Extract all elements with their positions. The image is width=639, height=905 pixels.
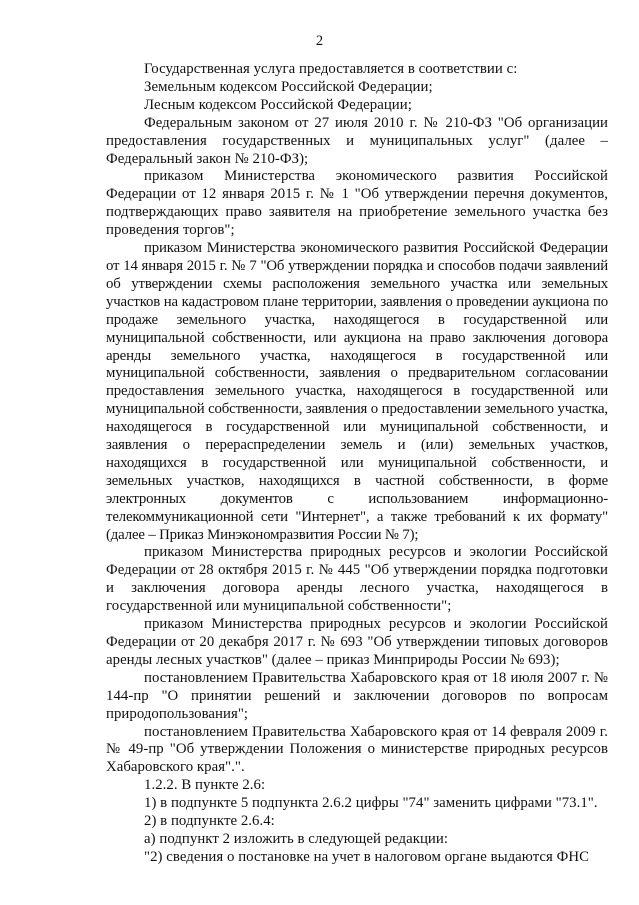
paragraph: 2) в подпункте 2.6.4:	[144, 813, 275, 830]
paragraph: постановлением Правительства Хабаровского края от 18 июля 2007 г. № 144-пр "О принятии решений и заключении договоров по вопросам природопользования";	[106, 669, 608, 722]
paragraph: приказом Министерства природных ресурсов и экологии Российской Федерации от 20 декабря 2017 г. № 693 "Об утверждении типовых договоров аренды лесных участков" (далее – приказ Минприроды России № 693);	[106, 616, 608, 668]
page-number: 2	[315, 33, 324, 49]
paragraph: приказом Министерства природных ресурсов и экологии Российской Федерации от 28 октября 2015 г. № 445 "Об утверждении порядка подготовки и заключения договора аренды лесного участка, находящегося в государственной или муниципальной собственности";	[106, 544, 608, 615]
paragraph: 1) в подпункте 5 подпункта 2.6.2 цифры "74" заменить цифрами "73.1".	[144, 795, 598, 812]
paragraph: Федеральным законом от 27 июля 2010 г. № 210-ФЗ "Об организации предоставления государственных и муниципальных услуг" (далее – Федеральный закон № 210-ФЗ);	[106, 114, 608, 167]
paragraph: приказом Министерства экономического развития Российской Федерации от 14 января 2015 г. № 7 "Об утверждении порядка и способов подачи заявлений об утверждении схемы расположения земельного участка или земельных участков на кадастровом плане территории, заявления о проведении аукциона по продаже земельного участка, находящегося в государственной или муниципальной собственности, или аукциона на право заключения договора аренды земельного участка, находящегося в государственной или муниципальной собственности, заявления о предварительном согласовании предоставления земельного участка, находящегося в государственной или муниципальной собственности, заявления о предоставлении земельного участка, находящегося в государственной или муниципальной собственности, и заявления о перераспределении земель и (или) земельных участков, находящихся в государственной или муниципальной собственности, и земельных участков, находящихся в частной собственности, в форме электронных документов с использованием информационно-телекоммуникационной сети "Интернет", а также требований к их формату" (далее – Приказ Минэкономразвития России № 7);	[106, 240, 608, 543]
paragraph: Государственная услуга предоставляется в соответствии с:	[144, 61, 518, 77]
paragraph: "2) сведения о постановке на учет в налоговом органе выдаются ФНС	[144, 848, 590, 865]
paragraph: а) подпункт 2 изложить в следующей редакции:	[144, 830, 449, 847]
document-body	[106, 61, 608, 867]
paragraph: 1.2.2. В пункте 2.6:	[144, 777, 266, 794]
paragraph: приказом Министерства экономического развития Российской Федерации от 12 января 2015 г. № 1 "Об утверждении перечня документов, подтверждающих право заявителя на приобретение земельного участка без проведения торгов";	[106, 168, 608, 239]
paragraph: постановлением Правительства Хабаровского края от 14 февраля 2009 г. № 49-пр "Об утверждении Положения о министерстве природных ресурсов Хабаровского края".".	[106, 723, 608, 776]
paragraph: Лесным кодексом Российской Федерации;	[144, 96, 412, 113]
paragraph: Земельным кодексом Российской Федерации;	[144, 78, 433, 95]
